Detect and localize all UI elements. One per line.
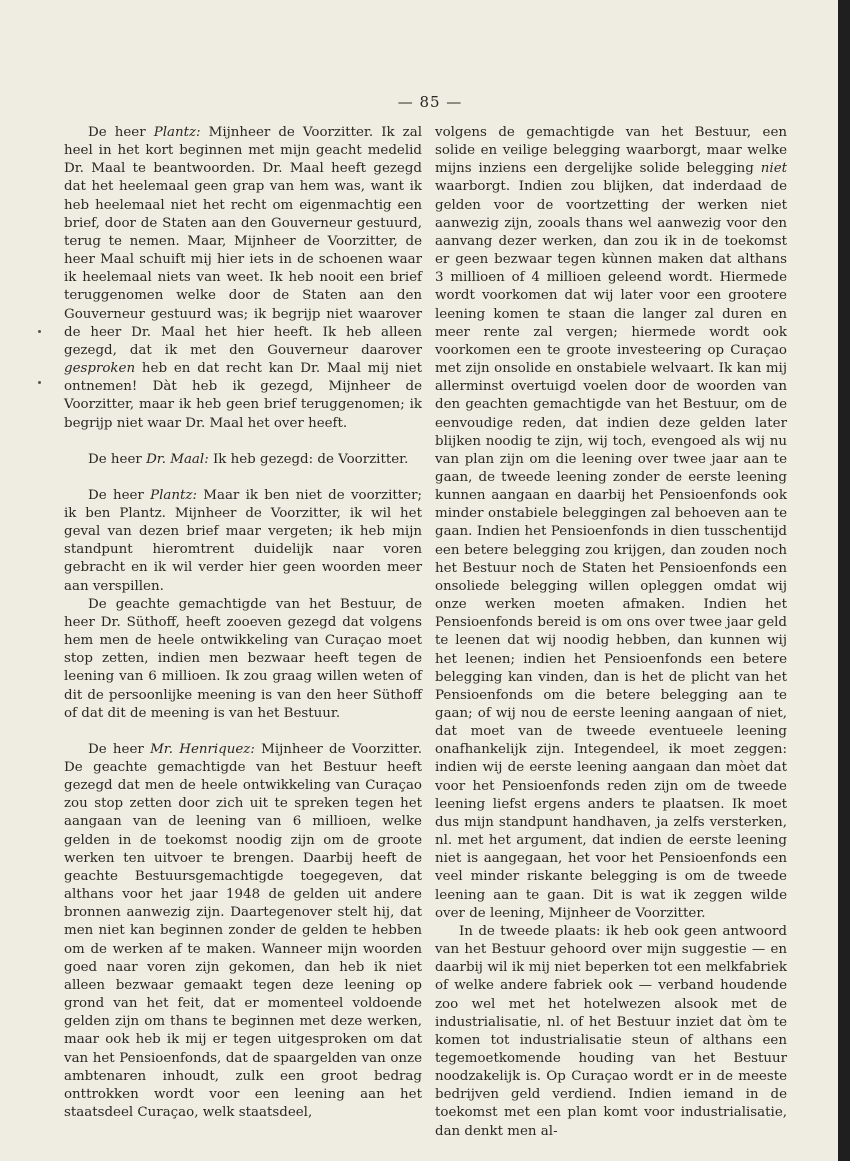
paragraph: De heer Mr. Henriquez: Mijnheer de Voorzitter. De geachte gemachtigde van het Bestuur heeft gezegd dat men de heele ontwikkeling van Curaçao zou stop zetten door zich uit te spreken tegen het aangaan van de leening van 6 millioen, welke gelden in de toekomst noodig zijn om de groote werken ten uitvoer te brengen. Daarbij heeft de geachte Bestuursgemachtigde toegegeven, dat althans voor het jaar 1948 de gelden uit andere bronnen aanwezig zijn. Daartegenover stelt hij, dat men niet kan beginnen zonder de gelden te hebben om de werken af te maken. Wanneer mijn woorden goed naar voren zijn gekomen, dan heb ik niet alleen bezwaar gemaakt tegen deze leening op grond van het feit, dat er momenteel voldoende gelden zijn om thans te beginnen met deze werken, maar ook heb ik mij er tegen uitgesproken om dat van het Pensioenfonds, dat de spaargelden van onze ambtenaren inhoudt, zulk een groot bedrag onttrokken wordt voor een leening aan het staatsdeel Curaçao, welk staatsdeel, — [64, 741, 422, 1120]
margin-mark — [38, 330, 41, 333]
page-number: — 85 — — [397, 93, 463, 111]
paragraph: De heer Plantz: Maar ik ben niet de voorzitter; ik ben Plantz. Mijnheer de Voorzitter, ik wil het geval van dezen brief maar vergeten; ik heb mijn standpunt hieromtrent duidelijk naar voren gebracht en ik wil verder hier geen woorden meer aan verspillen. — [64, 487, 422, 594]
paragraph: volgens de gemachtigde van het Bestuur, een solide en veilige belegging waarborgt, maar welke mijns inziens een dergelijke solide belegging niet waarborgt. Indien zou blijken, dat inderdaad de gelden voor de voortzetting der werken niet aanwezig zijn, zooals thans wel aanwezig voor den aanvang dezer werken, dan zou ik in de toekomst er geen bezwaar tegen kùnnen maken dat althans 3 millioen of 4 millioen geleend wordt. Hiermede wordt voorkomen dat wij later voor een grootere leening komen te staan die langer zal duren en meer rente zal vergen; hiermede wordt ook voorkomen een te groote investeering op Curaçao met zijn onsolide en onstabiele welvaart. Ik kan mij allerminst overtuigd voelen door de woorden van den geachten gemachtigde van het Bestuur, om de eenvoudige reden, dat indien deze gelden later blijken noodig te zijn, wij toch, evengoed als wij nu van plan zijn om die leening over twee jaar aan te gaan, de tweede leening zonder de eerste leening kunnen aangaan en daarbij het Pensioenfonds ook minder onstabiele beleggingen zal behoeven aan te gaan. Indien het Pensioenfonds in dien tusschentijd een betere belegging zou krijgen, dan zouden noch het Bestuur noch de Staten het Pensioenfonds een onsoliede belegging willen opleggen omdat wij onze werken moeten afmaken. Indien het Pensioenfonds bereid is om ons over twee jaar geld te leenen dat wij noodig hebben, dan kunnen wij het leenen; indien het Pensioenfonds een betere belegging kan vinden, dan is het de plicht van het Pensioenfonds om die betere belegging aan te gaan; of wij nou de eerste leening aangaan of niet, dat moet van de tweede eventueele leening onafhankelijk zijn. Integendeel, ik moet zeggen: indien wij de eerste leening aangaan dan mòet dat voor het Pensioenfonds reden zijn om de tweede leening liefst ergens anders te plaatsen. Ik moet dus mijn standpunt handhaven, ja zelfs versterken, nl. met het argument, dat indien de eerste leening niet is aangegaan, het voor het Pensioenfonds een veel minder riskante belegging is om de tweede leening aan te gaan. Dit is wat ik zeggen wilde over de leening, Mijnheer de Voorzitter. — [435, 125, 787, 921]
speaker-name: Plantz: — [150, 487, 197, 503]
scan-edge — [838, 0, 850, 1161]
speaker-name: Dr. Maal: — [146, 451, 209, 467]
speaker-name: Plantz: — [153, 125, 201, 140]
margin-mark — [38, 381, 41, 384]
paragraph: De heer Dr. Maal: Ik heb gezegd: de Voorzitter. — [88, 451, 409, 467]
paragraph: De heer Plantz: Mijnheer de Voorzitter. Ik zal heel in het kort beginnen met mijn geacht medelid Dr. Maal te beantwoorden. Dr. Maal heeft gezegd dat het heelemaal geen grap van hem was, want ik heb heelemaal niet het recht om eigenmachtig een brief, door de Staten aan den Gouverneur gestuurd, terug te nemen. Maar, Mijnheer de Voorzitter, de heer Maal schuift mij hier iets in de schoenen waar ik heelemaal niets van weet. Ik heb nooit een brief teruggenomen welke door de Staten aan den Gouverneur gestuurd was; ik begrijp niet waarover de heer Dr. Maal het hier heeft. Ik heb alleen gezegd, dat ik met den Gouverneur daarover gesproken heb en dat recht kan Dr. Maal mij niet ontnemen! Dàt heb ik gezegd, Mijnheer de Voorzitter, maar ik heb geen brief teruggenomen; ik begrijp niet waar Dr. Maal het over heeft. — [64, 125, 422, 431]
emphasis: niet — [760, 161, 787, 177]
right-column — [435, 124, 787, 1141]
emphasis: gesproken — [64, 361, 136, 377]
paragraph: De geachte gemachtigde van het Bestuur, de heer Dr. Süthoff, heeft zooeven gezegd dat volgens hem men de heele ontwikkeling van Curaçao moet stop zetten, indien men bezwaar heeft tegen de leening van 6 millioen. Ik zou graag willen weten of dit de persoonlijke meening is van den heer Süthoff of dat dit de meening is van het Bestuur. — [64, 596, 422, 721]
paragraph: In de tweede plaats: ik heb ook geen antwoord van het Bestuur gehoord over mijn suggestie — en daarbij wil ik mij niet beperken tot een melkfabriek of welke andere fabriek ook — verband houdende zoo wel met het hotelwezen alsook met de industrialisatie, nl. of het Bestuur inziet dat òm te komen tot industrialisatie steun of althans een tegemoetkomende houding van het Bestuur noodzakelijk is. Op Curaçao wordt er in de meeste bedrijven geld verdiend. Indien iemand in de toekomst met een plan komt voor industrialisatie, dan denkt men al- — [435, 923, 787, 1139]
speaker-name: Mr. Henriquez: — [150, 741, 255, 757]
left-column — [64, 124, 422, 1122]
